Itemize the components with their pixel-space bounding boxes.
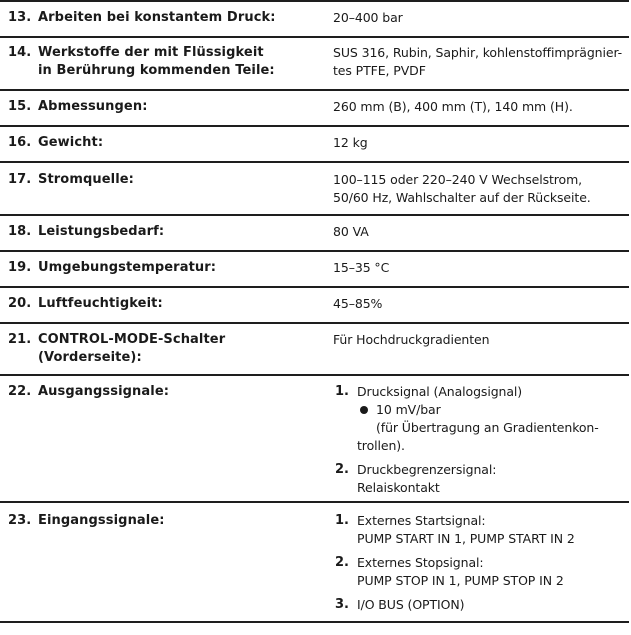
spec-label (8, 383, 318, 401)
spec-label (8, 134, 318, 152)
spec-value (333, 171, 629, 207)
spec-label (8, 223, 318, 241)
spec-label (8, 9, 318, 27)
subitem-line: PUMP START IN 1, PUMP START IN 2 (357, 531, 575, 546)
spec-label (8, 44, 318, 80)
spec-number: 13. (8, 10, 32, 25)
subitem-line: PUMP STOP IN 1, PUMP STOP IN 2 (357, 573, 564, 588)
subitem-number: 2. (335, 555, 349, 570)
divider (0, 0, 629, 2)
spec-value (333, 223, 629, 241)
spec-number: 19. (8, 260, 32, 275)
spec-value-line: 45–85% (333, 296, 383, 311)
divider (0, 36, 629, 38)
subitem-number: 2. (335, 462, 349, 477)
spec-label (8, 295, 318, 313)
subitem-number: 1. (335, 384, 349, 399)
spec-value-line: SUS 316, Rubin, Saphir, kohlenstoffimprägnier- (333, 45, 623, 60)
subitem-line: Relaiskontakt (357, 480, 440, 495)
spec-number: 23. (8, 513, 32, 528)
bullet-line: 10 mV/bar (376, 402, 441, 417)
spec-value-line: 15–35 °C (333, 260, 390, 275)
spec-value-line: 80 VA (333, 224, 369, 239)
spec-number: 16. (8, 135, 32, 150)
spec-label-line: Stromquelle: (38, 172, 134, 187)
spec-label-line: Leistungsbedarf: (38, 224, 165, 239)
spec-subitem (333, 461, 629, 497)
spec-number: 18. (8, 224, 32, 239)
spec-subitem (333, 512, 629, 548)
spec-value-line: 100–115 oder 220–240 V Wechselstrom, (333, 172, 583, 187)
spec-value-line: tes PTFE, PVDF (333, 63, 426, 78)
divider (0, 125, 629, 127)
subitem-line: I/O BUS (OPTION) (357, 597, 465, 612)
subitem-line: Externes Stopsignal: (357, 555, 484, 570)
spec-label-line: Werkstoffe der mit Flüssigkeit (38, 45, 264, 60)
spec-label-line: Umgebungstemperatur: (38, 260, 217, 275)
divider (0, 621, 629, 623)
spec-label (8, 512, 318, 530)
spec-label-line: CONTROL-MODE-Schalter (38, 332, 226, 347)
spec-label-line: Ausgangssignale: (38, 384, 170, 399)
subitem-number: 3. (335, 597, 349, 612)
spec-value-line: 20–400 bar (333, 10, 403, 25)
spec-value-line: 50/60 Hz, Wahlschalter auf der Rückseite. (333, 190, 591, 205)
spec-value (333, 9, 629, 27)
spec-value-line: 260 mm (B), 400 mm (T), 140 mm (H). (333, 99, 573, 114)
spec-subitem (333, 596, 629, 614)
spec-label (8, 171, 318, 189)
subitem-line: Drucksignal (Analogsignal) (357, 384, 523, 399)
spec-number: 20. (8, 296, 32, 311)
spec-label-line: Gewicht: (38, 135, 104, 150)
bullet-line: (für Übertragung an Gradientenkon- (376, 420, 599, 435)
bullet-dot-icon (360, 406, 368, 414)
spec-label-line: Abmessungen: (38, 99, 148, 114)
spec-value (333, 259, 629, 277)
spec-value-line: 12 kg (333, 135, 368, 150)
spec-label-line: Eingangssignale: (38, 513, 165, 528)
subitem-number: 1. (335, 513, 349, 528)
subitem-line: Externes Startsignal: (357, 513, 486, 528)
spec-label (8, 98, 318, 116)
divider (0, 374, 629, 376)
spec-number: 15. (8, 99, 32, 114)
spec-label (8, 331, 318, 367)
divider (0, 89, 629, 91)
spec-subitem (333, 383, 629, 455)
spec-label-line: Luftfeuchtigkeit: (38, 296, 163, 311)
divider (0, 286, 629, 288)
divider (0, 214, 629, 216)
subitem-line: Druckbegrenzersignal: (357, 462, 497, 477)
bullet-line: trollen). (357, 438, 405, 453)
spec-value (333, 134, 629, 152)
spec-number: 22. (8, 384, 32, 399)
spec-number: 17. (8, 172, 32, 187)
spec-value (333, 383, 629, 503)
spec-value (333, 512, 629, 620)
spec-value (333, 44, 629, 80)
divider (0, 250, 629, 252)
divider (0, 322, 629, 324)
spec-label-line: (Vorderseite): (38, 350, 142, 365)
spec-label (8, 259, 318, 277)
bullet-item (357, 401, 629, 455)
spec-value (333, 98, 629, 116)
spec-value (333, 295, 629, 313)
spec-label-line: in Berührung kommenden Teile: (38, 63, 275, 78)
divider (0, 161, 629, 163)
spec-subitem (333, 554, 629, 590)
spec-label-line: Arbeiten bei konstantem Druck: (38, 10, 276, 25)
spec-number: 21. (8, 332, 32, 347)
spec-number: 14. (8, 45, 32, 60)
spec-value-line: Für Hochdruckgradienten (333, 332, 490, 347)
spec-value (333, 331, 629, 349)
